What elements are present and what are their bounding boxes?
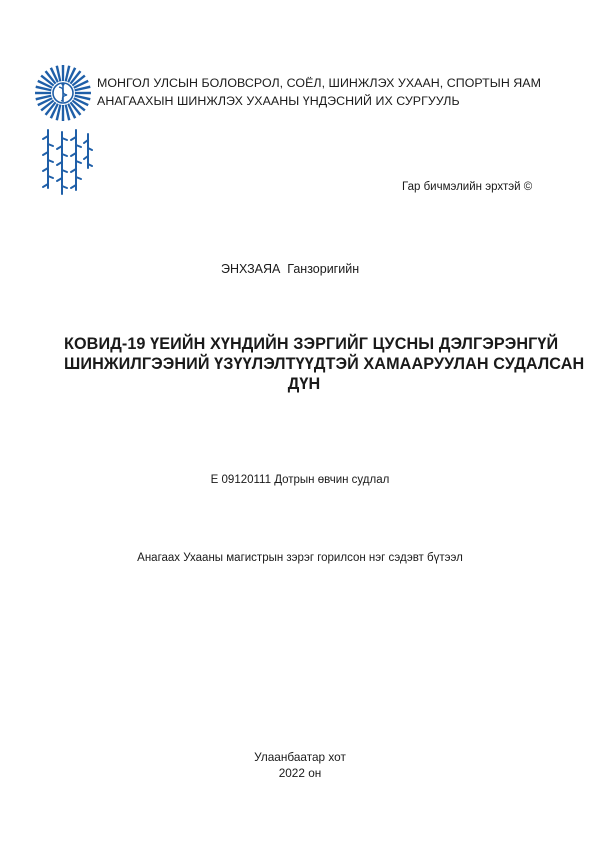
logo-ray [62,65,65,81]
thesis-title-line-1: КОВИД-19 ҮЕИЙН ХҮНДИЙН ЗЭРГИЙГ ЦУСНЫ ДЭЛГЭРЭНГҮЙ [64,335,559,353]
logo-ray [75,92,91,95]
logo-ray [62,105,65,121]
ministry-name: МОНГОЛ УЛСЫН БОЛОВСРОЛ, СОЁЛ, ШИНЖЛЭХ УХААН, СПОРТЫН ЯАМ [97,76,541,90]
specialty-code: Е 09120111 Дотрын өвчин судлал [210,474,390,486]
logo-ray [35,92,51,95]
year: 2022 он [278,766,322,780]
thesis-title [64,334,585,394]
city: Улаанбаатар хот [254,750,346,764]
thesis-title-line-2: ШИНЖИЛГЭЭНИЙ ҮЗҮҮЛЭЛТҮҮДТЭЙ ХАМААРУУЛАН СУДАЛСАН [64,355,585,373]
mongolian-script-logo-icon [38,128,94,198]
thesis-title-line-3: ДҮН [287,375,321,393]
degree-purpose: Анагаах Ухааны магистрын зэрэг горилсон нэг сэдэвт бүтээл [137,552,463,564]
university-logo-icon [34,64,92,122]
institution-header [97,74,577,110]
author-name: ЭНХЗАЯА Ганзоригийн [221,262,360,276]
place-and-year [0,749,600,781]
university-name: АНАГААХЫН ШИНЖЛЭХ УХААНЫ ҮНДЭСНИЙ ИХ СУРГУУЛЬ [97,94,460,108]
copyright-note: Гар бичмэлийн эрхтэй © [402,181,533,193]
